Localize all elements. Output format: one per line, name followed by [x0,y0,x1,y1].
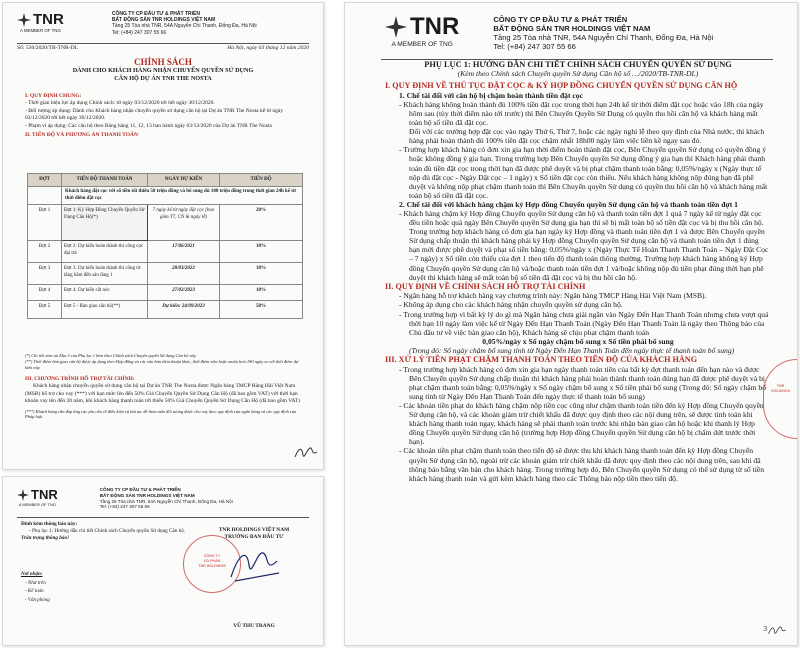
company-address: Tầng 25 Tòa nhà TNR, 54A Nguyễn Chí Thanh, Đống Đa, Hà Nội [99,498,233,504]
doc-subtitle-2: CĂN HỘ DỰ ÁN TNR THE NOSTA [114,75,212,82]
star-logo-icon [17,13,31,27]
policy-page-1 [2,2,324,470]
footnote-3: (***) Khách hàng cần đáp ứng các yêu cầu về điều kiện và thủ tục để thỏa mãn đối tượng được cho vay theo quy định của ngân hàng và các quy định của Pháp luật [25,408,297,420]
company-name-2: BẤT ĐỘNG SẢN TNR HOLDINGS VIỆT NAM [493,24,651,33]
company-name-1: CÔNG TY CP ĐẦU TƯ & PHÁT TRIỂN [493,15,628,24]
signer-name: VŨ THU TRANG [233,623,275,629]
recipients-label: Nơi nhận: [21,572,43,577]
section-payment: II. TIẾN ĐỘ VÀ PHƯƠNG ÁN THANH TOÁN [25,132,138,139]
logo-tagline: A MEMBER OF TNG [19,28,61,33]
table-row: Đợt 5 Đợt 5 - Bàn giao căn hộ(**) Dự kiến: 24/09/2023 50% [28,301,303,319]
table-row [28,187,303,205]
company-name-2: BẤT ĐỘNG SẢN TNR HOLDINGS VIỆT NAM [111,17,216,24]
company-address: Tầng 25 Tòa nhà TNR, 54A Nguyễn Chí Thanh, Đống Đa, Hà Nội [111,23,257,30]
section-finance: III. CHƯƠNG TRÌNH HỖ TRỢ TÀI CHÍNH: [25,376,135,382]
recipient-item: - Văn phòng [25,597,50,603]
table-row: Đợt 1 Đợt 1: Ký Hợp Đồng Chuyển Quyền Sử Dụng Căn Hộ(*) 7 ngày kể từ ngày đặt cọc (bao gồm T7, CN & ngày lễ) 20% [28,205,303,241]
paragraph: - Trong trường hợp khách hàng có đơn xin gia hạn ngày thanh toán tiền của bất kỳ đợt thanh toán đến hạn nào và được Bên Chuyển quyền Sử dụng chấp thuận thì khách hàng phải hoàn thành thanh toán đúng hạn đã được phê duyệt và bị phạt chậm thanh toán bằng: 0,05%/ngày x Số ngày chậm bổ sung x Số tiền phải bổ sung (Trong đó: Số ngày chậm bổ sung tính từ Ngày Đến Hạn Thanh Toán đến ngày thực tế thanh toán bổ sung) [399,364,767,401]
col-pct: TIẾN ĐỘ [220,174,303,187]
payment-table [27,173,303,319]
attachment-label: Đính kèm thông báo này: [21,521,78,527]
recipient-item: - Kế toán [25,589,44,594]
penalty-formula: 0,05%/ngày x Số ngày chậm bổ sung x Số tiền phải bổ sung [482,336,674,346]
validity-text: - Thời gian hiệu lực áp dụng Chính sách: từ ngày 03/12/2020 tới hết ngày 30/12/2020. [25,100,215,107]
logo-text: TNR [410,13,460,40]
appendix-section-2: II. QUY ĐỊNH VỀ CHÍNH SÁCH HỖ TRỢ TÀI CHÍNH [385,281,586,291]
formula-note: (Trong đó: Số ngày chậm bổ sung tính từ Ngày Đến Hạn Thanh Toán đến ngày thực tế thanh toán bổ sung) [409,345,735,355]
logo-text: TNR [31,487,58,502]
policy-page-signature [2,476,324,646]
logo-tagline: A MEMBER OF TNG [18,502,56,507]
paragraph: Đối với các trường hợp đặt cọc vào ngày Thứ 6, Thứ 7, hoặc các ngày nghỉ lễ theo quy định của Nhà nước, thì khách hàng phải hoàn thành đủ 100% tiền đặt cọc chậm nhất 18h00 ngày làm việc liền kề ngay sau đó. [409,127,765,146]
paragraph: - Khách hàng chậm ký Hợp đồng Chuyển quyền Sử dụng căn hộ và thanh toán tiền đợt 1 quá 7 ngày kể từ ngày đặt cọc đều tiền hoặc quá ngày Bên Chuyển quyền Sử dụng gia hạn thì sẽ bị mất toàn bộ số tiền đặt cọc và bị thu hồi căn hộ. Trong trường hợp khách hàng có đơn gia hạn ngày ký Hợp đồng và thanh toán tiền đợt 1 và được Bên Chuyển quyền Sử dụng chấp thuận thì khách hàng phải ký Hợp đồng Chuyển quyền Sử dụng căn hộ và thanh toán tiền đợt 1 đúng hạn mới được phê duyệt và phạt số tiền bằng: 0,05%/ngày x (Ngày Thực Tế Hoàn Thanh Thanh Toán – Ngày Đặt Cọc – 7 ngày) x Số tiền còn thiếu của đợt 1 theo tiến độ thanh toán thông thường. Trường hợp khách hàng không ký Hợp đồng Chuyển quyền Sử dụng căn hộ và/hoặc thanh toán tiền đợt 1 và/hoặc không nộp đủ tiền phạt đúng thời hạn phê duyệt thì khách hàng sẽ mất toàn bộ số tiền đã đặt cọc và bị thu hồi căn hộ. [399,209,769,282]
section-general: I. QUY ĐỊNH CHUNG: [25,93,82,99]
letterhead [385,13,713,51]
paragraph: - Trong trường hợp vì bất kỳ lý do gì mà Ngân hàng chưa giải ngân vào Ngày Đến Hạn Thanh Toán nhưng chưa vượt quá thời hạn 10 ngày làm việc kể từ Ngày Đến Hạn Thanh Toán (Ngày Đến Hạn Thanh Toán là ngày theo Thông báo của Chủ đầu tư về việc bàn giao căn hộ), Khách hàng sẽ chịu phạt chậm thanh toán [399,309,769,337]
company-logo [17,11,64,33]
finance-text: Khách hàng nhận chuyển quyền sử dụng căn hộ tại Dự án TNR The Nosta được Ngân hàng TMCP Hàng Hải Việt Nam (MSB) hỗ trợ cho vay (***) với hạn mức lên đến 50% Giá Chuyển Quyền Sử Dụng Căn Hộ (đã bao gồm VAT) với thời hạn khoản vay lên đến 20 năm, khi khách hàng thanh toán tới thiểu 50% Giá Chuyển Quyền Sử Dụng Căn Hộ (đã bao gồm VAT) [25,383,300,405]
company-seal-icon: CÔNG TY CỔ PHẦN TNR HOLDINGS [183,535,241,593]
footnote-2: (**) Thời điểm bàn giao căn hộ được áp dụng theo Hợp đồng và các văn bản thỏa thuận khác, thời điểm sớm hoặc muộn hơn 180 ngày so với thời điểm dự kiến này. [25,358,299,370]
page-seal-icon: TNR HOLDINGS [763,359,797,439]
col-desc: TIẾN ĐỘ THANH TOÁN [62,174,148,187]
doc-title: CHÍNH SÁCH [134,57,192,67]
audience-text: - Đối tượng áp dụng: Dành cho Khách hàng nhận chuyển quyền sử dụng căn hộ tại Dự án TNR The Nosta kể từ ngày 03/12/2020 tới hết ngày 30/12/2020. [25,107,284,122]
appendix-section-1: I. QUY ĐỊNH VỀ THỦ TỤC ĐẶT CỌC & KÝ HỢP ĐỒNG CHUYỂN QUYỀN SỬ DỤNG CĂN HỘ [385,81,738,91]
logo-tagline: A MEMBER OF TNG [391,41,453,48]
letterhead [17,11,257,36]
col-stage: ĐỢT [28,174,62,187]
page-number: 3 [763,624,767,633]
paragraph: - Không áp dụng cho các khách hàng nhận chuyển quyền sử dụng căn hộ. [399,300,623,310]
table-row: Đợt 4 Đợt 4: Dự kiến cất nóc 27/02/2023 10% [28,285,303,301]
doc-number: Số: 530/2020/TB-TNR-DL [17,45,79,51]
company-name-2: BẤT ĐỘNG SẢN TNR HOLDINGS VIỆT NAM [99,492,195,498]
subsection-1-1: 1. Chế tài đối với căn hộ bị chậm hoàn thành tiền đặt cọc [399,90,583,100]
star-logo-icon [385,16,407,38]
table-header [28,174,303,187]
company-name-1: CÔNG TY CP ĐẦU TƯ & PHÁT TRIỂN [99,487,181,492]
signature-icon [225,543,285,587]
appendix-title: PHỤ LỤC 1: HƯỚNG DẪN CHI TIẾT CHÍNH SÁCH CHUYỂN QUYỀN SỬ DỤNG [424,60,732,69]
doc-date: Hà Nội, ngày 03 tháng 12 năm 2020 [227,45,309,51]
company-phone: Tel: (+84) 247 307 55 66 [99,504,150,510]
company-phone: Tel: (+84) 247 307 55 66 [111,29,167,36]
company-logo [17,487,58,507]
initial-signature-icon [293,443,319,461]
col-date: NGÀY DỰ KIẾN [148,174,220,187]
footnote-1: (*) Chi tiết xem tại Mục I của Phụ lục 1 kèm theo Chính sách Chuyển quyền Sử dụng Căn hộ này. [25,353,197,358]
appendix-section-3: III. XỬ LÝ TIỀN PHẠT CHẬM THANH TOÁN THEO TIẾN ĐỘ CỦA KHÁCH HÀNG [385,355,698,364]
regards-text: Trân trọng thông báo! [21,535,70,541]
attachment-item: - Phụ lục 1: Hướng dẫn chi tiết Chính sách Chuyển quyền Sử dụng Căn hộ. [29,528,186,534]
appendix-page [344,2,798,646]
paragraph: - Ngân hàng hỗ trợ khách hàng vay chương trình này: Ngân hàng TMCP Hàng Hải Việt Nam (MSB). [399,291,707,301]
doc-subtitle-1: DÀNH CHO KHÁCH HÀNG NHẬN CHUYỂN QUYỀN SỬ DỤNG [72,67,254,74]
initial-signature-icon [767,623,787,637]
table-row: Đợt 3 Đợt 3: Dự kiến hoàn thành thi công từ tầng hầm đến sàn tầng 1 28/03/2022 10% [28,263,303,285]
recipient-item: - Như trên [25,580,46,586]
company-name-1: CÔNG TY CP ĐẦU TƯ & PHÁT TRIỂN [111,11,200,17]
company-address: Tầng 25 Tòa nhà TNR, 54A Nguyễn Chí Thanh, Đống Đa, Hà Nội [493,33,714,42]
paragraph: - Các khoản tiền phạt chậm thanh toán theo tiến độ sẽ được thu khi khách hàng thanh toán đến kỳ Hợp đồng Chuyển quyền Sử dụng căn hộ, ngoài trừ các khoản giảm trừ chiết khấu đã được quy định theo các nội dung trên, sau khi đã thông báo bằng văn bản cho khách hàng. Trong trường hợp đó, Bên Chuyển quyền Sử dụng có thể sử dụng từ số tiền khách hàng thanh toán và gửi kèm khách hàng theo các Thông báo nộp tiền theo tiến độ. [399,446,764,483]
signer-title: TRƯỞNG BAN ĐẦU TƯ [224,534,284,540]
payment-table-wrap [27,173,303,319]
subsection-1-2: 2. Chế tài đối với khách hàng chậm ký Hợp đồng Chuyển quyền Sử dụng căn hộ và thanh toán tiền đợt 1 [399,199,738,209]
scope-text: - Phạm vi áp dụng: Các căn hộ theo Bảng hàng 11, 12, 13 ban hành ngày 03/12/2020 của Dự án TNR The Nosta [25,122,272,129]
table-row: Đợt 2 Đợt 2: Dự kiến hoàn thành thi công cọc đại trà 17/06/2021 10% [28,241,303,263]
appendix-subtitle: (Kèm theo Chính sách Chuyển quyền Sử dụng Căn hộ số …/2020/TB-TNR-DL) [457,69,699,79]
company-phone: Tel: (+84) 247 307 55 66 [493,42,576,51]
paragraph: - Khách hàng không hoàn thành đủ 100% tiền đặt cọc trong thời hạn 24h kể từ thời điểm đặt cọc hoặc vào 18h của ngày hôm sau (tùy thời điểm nào tới trước) thì Bên Chuyển Quyền Sử Dụng có quyền thu hồi căn hộ và khách hàng mất toàn bộ số tiền đã đặt cọc. [399,99,764,128]
logo-text: TNR [33,11,64,28]
signer-company: TNR HOLDINGS VIỆT NAM [218,527,290,533]
company-logo [385,13,459,48]
paragraph: - Trường hợp khách hàng có đơn xin gia hạn thời điểm hoàn thành đặt cọc, Bên Chuyển quyền Sử dụng có quyền đồng ý hoặc không đồng ý gia hạn. Trong trường hợp Bên Chuyển quyền Sử dụng đồng ý gia hạn thì Khách hàng phải thanh toán đủ tiền đặt cọc trong thời hạn đã được phê duyệt và bị phạt chậm thanh toán bằng: 0,05%/ngày x (Ngày thực tế nộp đủ đặt cọc - Ngày Đặt cọc – 1 ngày) x Số tiền đặt cọc còn thiếu. Nếu khách hàng không nộp đúng hạn đã phê duyệt và không nộp phạt chậm thanh toán thì Bên Chuyển quyền Sử dụng có quyền thu hồi căn hộ và khách hàng mất toàn bộ số tiền đã đặt cọc. [399,145,768,200]
letterhead [17,487,233,510]
deposit-cell: Khách hàng đặt cọc với số tiền tối thiểu 50 triệu đồng và bổ sung đủ 100 triệu đồng trong thời gian 24h kể từ thời điểm đặt cọc [62,187,303,205]
star-logo-icon [17,489,29,501]
paragraph: - Các khoản tiền phạt do khách hàng chậm nộp tiền cọc cũng như chậm thanh toán tiền đến kỳ Hợp đồng Chuyển quyền Sử dụng căn hộ, và các khoản giảm trừ chiết khấu đã được quy định theo các nội dung trên, sẽ được tính toán khi khách hàng thanh toán ngay, khách hàng sẽ phải thanh toán trước khi nhận bàn giao căn hộ hoặc khi thanh lý Hợp đồng Chuyển quyền Sử dụng căn hộ (trường hợp Hợp đồng Chuyển quyền Sử dụng căn hộ bị chấm dứt trước thời hạn). [399,400,764,447]
